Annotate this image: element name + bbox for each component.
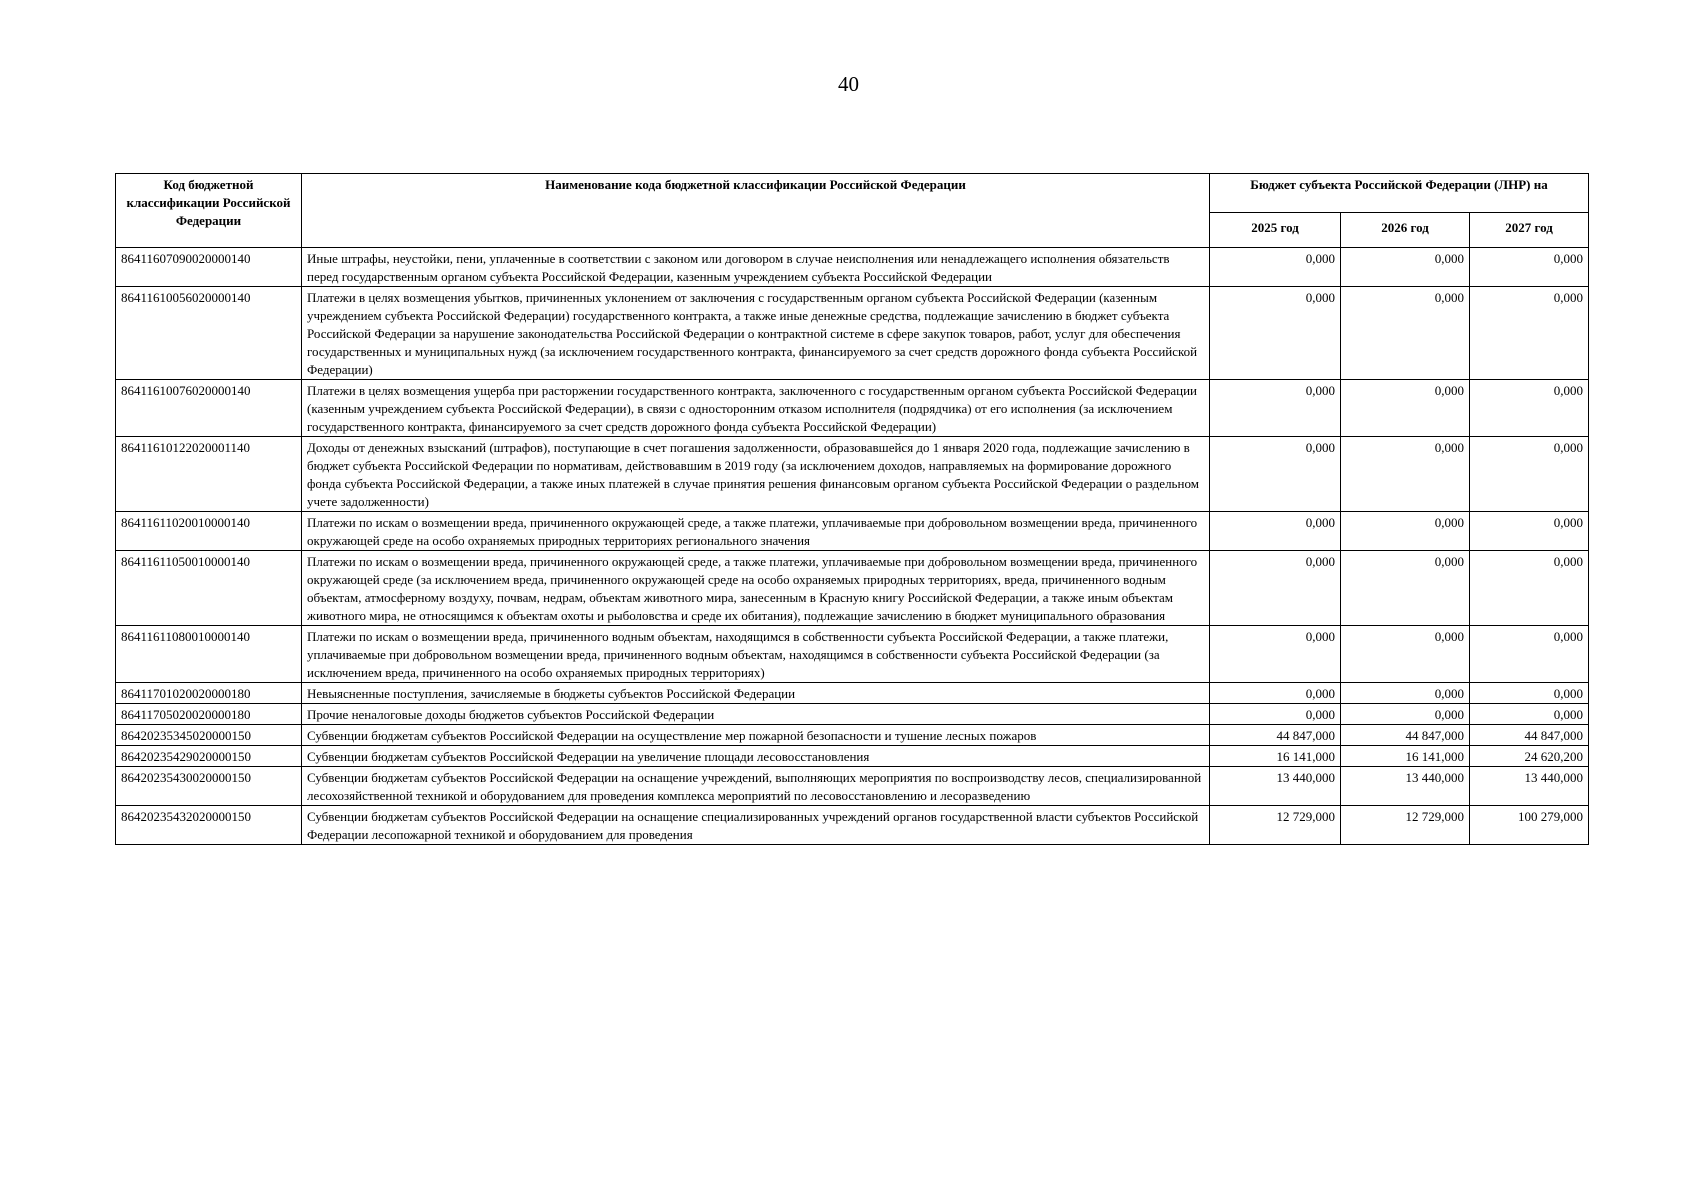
row-value-2025: 0,000 [1210,551,1341,626]
row-value-2025: 13 440,000 [1210,767,1341,806]
row-value-2026: 44 847,000 [1341,725,1470,746]
row-value-2025: 16 141,000 [1210,746,1341,767]
row-name: Субвенции бюджетам субъектов Российской Федерации на оснащение специализированных учреждений органов государственной власти субъектов Российской Федерации лесопожарной техникой и оборудованием для проведения [302,806,1210,845]
row-value-2026: 0,000 [1341,626,1470,683]
row-value-2027: 0,000 [1470,248,1589,287]
row-value-2026: 0,000 [1341,512,1470,551]
row-value-2025: 0,000 [1210,437,1341,512]
header-year-2027: 2027 год [1470,213,1589,248]
row-code: 86420235430020000150 [116,767,302,806]
header-budget: Бюджет субъекта Российской Федерации (ЛНР) на [1210,174,1589,213]
row-code: 86411701020020000180 [116,683,302,704]
table-row [116,725,1589,746]
row-value-2027: 0,000 [1470,437,1589,512]
row-code: 86411610056020000140 [116,287,302,380]
table-row [116,380,1589,437]
row-name: Субвенции бюджетам субъектов Российской Федерации на увеличение площади лесовосстановления [302,746,1210,767]
row-value-2027: 0,000 [1470,512,1589,551]
table-row [116,683,1589,704]
row-value-2025: 0,000 [1210,683,1341,704]
table-row [116,287,1589,380]
row-value-2025: 0,000 [1210,248,1341,287]
row-value-2026: 0,000 [1341,287,1470,380]
header-name: Наименование кода бюджетной классификации Российской Федерации [302,174,1210,248]
header-year-2026: 2026 год [1341,213,1470,248]
table-row [116,512,1589,551]
row-value-2025: 12 729,000 [1210,806,1341,845]
table-row [116,626,1589,683]
table-header-row [116,174,1589,213]
table-row [116,551,1589,626]
row-code: 86420235345020000150 [116,725,302,746]
row-value-2027: 100 279,000 [1470,806,1589,845]
row-name: Доходы от денежных взысканий (штрафов), поступающие в счет погашения задолженности, образовавшейся до 1 января 2020 года, подлежащие зачислению в бюджет субъекта Российской Федерации по нормативам, действовавшим в 2019 году (за исключением доходов, направляемых на формирование дорожного фонда субъекта Российской Федерации, а также иных платежей в случае принятия решения финансовым органом субъекта Российской Федерации о раздельном учете задолженности) [302,437,1210,512]
row-name: Прочие неналоговые доходы бюджетов субъектов Российской Федерации [302,704,1210,725]
row-value-2027: 0,000 [1470,626,1589,683]
row-name: Субвенции бюджетам субъектов Российской Федерации на оснащение учреждений, выполняющих мероприятия по воспроизводству лесов, специализированной лесохозяйственной техникой и оборудованием для проведения комплекса мероприятий по лесовосстановлению и лесоразведению [302,767,1210,806]
row-code: 86411705020020000180 [116,704,302,725]
row-name: Платежи по искам о возмещении вреда, причиненного окружающей среде, а также платежи, уплачиваемые при добровольном возмещении вреда, причиненного окружающей среде (за исключением вреда, причиненного окружающей среде на особо охраняемых природных территориях, вреда, причиненного водным объектам, атмосферному воздуху, почвам, недрам, объектам животного мира, занесенным в Красную книгу Российской Федерации, а также иным объектам животного мира, не относящимся к объектам охоты и рыболовства и среде их обитания), подлежащие зачислению в бюджет муниципального образования [302,551,1210,626]
row-value-2026: 0,000 [1341,437,1470,512]
table-body [116,248,1589,845]
table-row [116,704,1589,725]
row-value-2027: 0,000 [1470,287,1589,380]
row-value-2026: 12 729,000 [1341,806,1470,845]
header-year-2025: 2025 год [1210,213,1341,248]
table-row [116,767,1589,806]
header-code: Код бюджетной классификации Российской Федерации [116,174,302,248]
row-name: Платежи по искам о возмещении вреда, причиненного окружающей среде, а также платежи, уплачиваемые при добровольном возмещении вреда, причиненного окружающей среде на особо охраняемых природных территориях регионального значения [302,512,1210,551]
row-code: 86411607090020000140 [116,248,302,287]
row-code: 86420235429020000150 [116,746,302,767]
page-number: 40 [838,72,859,96]
table-row [116,806,1589,845]
row-value-2025: 0,000 [1210,380,1341,437]
row-code: 86411611050010000140 [116,551,302,626]
row-value-2026: 0,000 [1341,704,1470,725]
row-value-2026: 0,000 [1341,683,1470,704]
row-value-2025: 0,000 [1210,626,1341,683]
row-value-2026: 13 440,000 [1341,767,1470,806]
row-name: Иные штрафы, неустойки, пени, уплаченные в соответствии с законом или договором в случае неисполнения или ненадлежащего исполнения обязательств перед государственным органом субъекта Российской Федерации, казенным учреждением субъекта Российской Федерации [302,248,1210,287]
row-code: 86411611080010000140 [116,626,302,683]
row-name: Платежи в целях возмещения убытков, причиненных уклонением от заключения с государственным органом субъекта Российской Федерации (казенным учреждением субъекта Российской Федерации) государственного контракта, а также иные денежные средства, подлежащие зачислению в бюджет субъекта Российской Федерации за нарушение законодательства Российской Федерации о контрактной системе в сфере закупок товаров, работ, услуг для обеспечения государственных и муниципальных нужд (за исключением государственного контракта, финансируемого за счет средств дорожного фонда субъекта Российской Федерации) [302,287,1210,380]
table-row [116,437,1589,512]
row-name: Платежи по искам о возмещении вреда, причиненного водным объектам, находящимся в собственности субъекта Российской Федерации, а также платежи, уплачиваемые при добровольном возмещении вреда, причиненного водным объектам, находящимся в собственности субъекта Российской Федерации (за исключением вреда, причиненного на особо охраняемых природных территориях) [302,626,1210,683]
row-value-2027: 24 620,200 [1470,746,1589,767]
row-name: Невыясненные поступления, зачисляемые в бюджеты субъектов Российской Федерации [302,683,1210,704]
row-name: Субвенции бюджетам субъектов Российской Федерации на осуществление мер пожарной безопасности и тушение лесных пожаров [302,725,1210,746]
row-value-2026: 16 141,000 [1341,746,1470,767]
row-value-2027: 13 440,000 [1470,767,1589,806]
row-value-2026: 0,000 [1341,551,1470,626]
row-value-2025: 0,000 [1210,512,1341,551]
row-value-2027: 0,000 [1470,704,1589,725]
row-value-2025: 44 847,000 [1210,725,1341,746]
row-value-2027: 0,000 [1470,683,1589,704]
row-value-2025: 0,000 [1210,287,1341,380]
row-value-2027: 44 847,000 [1470,725,1589,746]
row-name: Платежи в целях возмещения ущерба при расторжении государственного контракта, заключенного с государственным органом субъекта Российской Федерации (казенным учреждением субъекта Российской Федерации), в связи с односторонним отказом исполнителя (подрядчика) от его исполнения (за исключением государственного контракта, финансируемого за счет средств дорожного фонда субъекта Российской Федерации) [302,380,1210,437]
row-code: 86411611020010000140 [116,512,302,551]
row-value-2027: 0,000 [1470,551,1589,626]
table-row [116,746,1589,767]
row-code: 86411610122020001140 [116,437,302,512]
row-value-2025: 0,000 [1210,704,1341,725]
row-value-2026: 0,000 [1341,248,1470,287]
budget-classification-table [115,173,1589,845]
table-row [116,248,1589,287]
row-value-2027: 0,000 [1470,380,1589,437]
row-code: 86411610076020000140 [116,380,302,437]
row-value-2026: 0,000 [1341,380,1470,437]
row-code: 86420235432020000150 [116,806,302,845]
